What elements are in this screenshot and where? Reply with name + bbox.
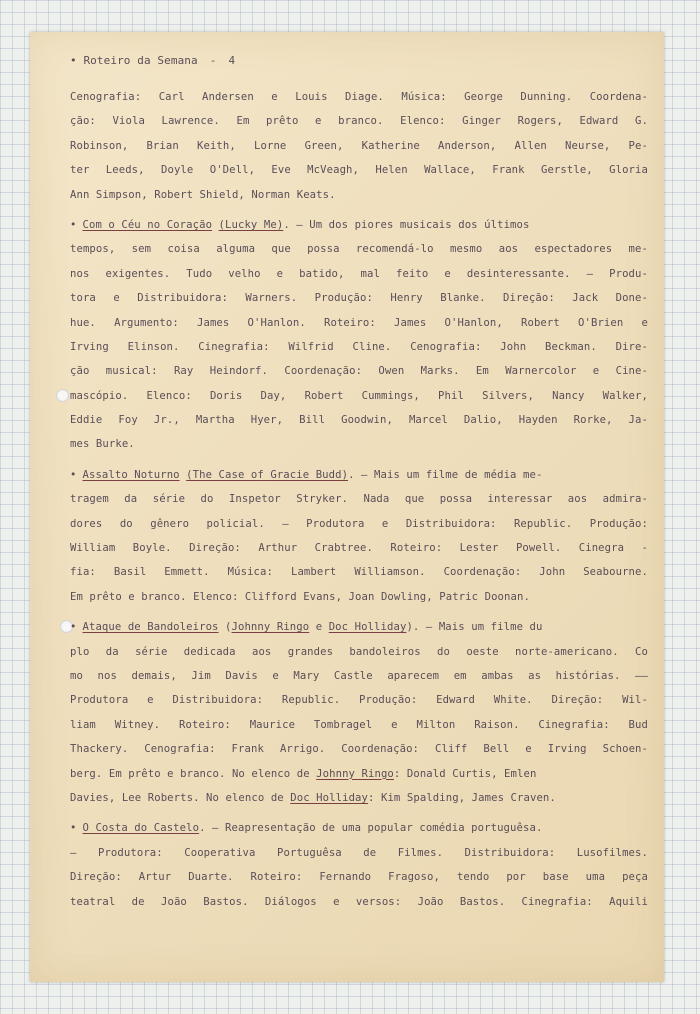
page-header xyxy=(70,50,648,72)
paren-close: ) xyxy=(406,621,413,634)
text-line: Irving Elinson. Cinegrafia: Wilfrid Cline. Cenografia: John Beckman. Dire- xyxy=(70,340,648,353)
film-reference: Doc Holliday xyxy=(290,791,369,804)
text-line: Cenografia: Carl Andersen e Louis Diage. Música: George Dunning. Coordena- xyxy=(70,91,648,103)
text-line: Em prêto e branco. Elenco: Clifford Evans, Joan Dowling, Patric Doonan. xyxy=(70,590,530,603)
text-line xyxy=(70,762,648,786)
film-title: Com o Céu no Coração xyxy=(82,218,213,231)
text-segment: Davies, Lee Roberts. No elenco de xyxy=(70,791,284,804)
bullet: • xyxy=(70,621,77,634)
text-line: Thackery. Cenografia: Frank Arrigo. Coordenação: Cliff Bell e Irving Schoen- xyxy=(70,743,648,756)
text-line: liam Witney. Roteiro: Maurice Tombragel e Milton Raison. Cinegrafia: Bud xyxy=(70,718,648,731)
typed-text xyxy=(70,50,648,920)
document-page xyxy=(30,32,664,982)
film-title: O Costa do Castelo xyxy=(82,822,200,835)
text-line: — Produtora: Cooperativa Portuguêsa de Filmes. Distribuidora: Lusofilmes. xyxy=(70,846,648,859)
text-line: ter Leeds, Doyle O'Dell, Eve McVeagh, Helen Wallace, Frank Gerstle, Gloria xyxy=(70,164,648,177)
film-original-title: (Lucky Me) xyxy=(218,218,284,231)
header-separator: - xyxy=(209,54,217,67)
film-original-title: Johnny Ringo xyxy=(231,621,310,634)
text-line: mes Burke. xyxy=(70,438,135,451)
text-line: nos exigentes. Tudo velho e batido, mal feito e desinteressante. — Produ- xyxy=(70,267,648,280)
text-line: Eddie Foy Jr., Martha Hyer, Bill Goodwin, Marcel Dalio, Hayden Rorke, Ja- xyxy=(70,414,648,427)
bullet: • xyxy=(70,218,77,231)
punch-hole xyxy=(56,389,69,402)
text-line: tempos, sem coisa alguma que possa recomendá-lo mesmo aos espectadores me- xyxy=(70,243,648,256)
text-line-rest: . — Mais um filme de média me- xyxy=(348,468,543,481)
film-title: Ataque de Bandoleiros xyxy=(82,621,219,634)
text-line: Direção: Artur Duarte. Roteiro: Fernando Fragoso, tendo por base uma peça xyxy=(70,871,648,884)
text-line: ção musical: Ray Heindorf. Coordenação: Owen Marks. Em Warnercolor e Cine- xyxy=(70,365,648,378)
text-line-rest: . — Um dos piores musicais dos últimos xyxy=(283,218,530,231)
text-line: mo nos demais, Jim Davis e Mary Castle aparecem em ambas as histórias. —— xyxy=(70,669,648,682)
text-line: ção: Viola Lawrence. Em prêto e branco. Elenco: Ginger Rogers, Edward G. xyxy=(70,115,648,128)
text-line: teatral de João Bastos. Diálogos e versos: João Bastos. Cinegrafia: Aquili xyxy=(70,895,648,908)
text-line xyxy=(70,615,648,639)
text-line: Ann Simpson, Robert Shield, Norman Keats. xyxy=(70,188,336,201)
text-segment: berg. Em prêto e branco. No elenco de xyxy=(70,767,310,780)
film-review-lucky-me xyxy=(70,213,648,457)
text-line: Robinson, Brian Keith, Lorne Green, Katherine Anderson, Allen Neurse, Pe- xyxy=(70,139,648,152)
text-line: hue. Argumento: James O'Hanlon. Roteiro: James O'Hanlon, Robert O'Brien e xyxy=(70,316,648,329)
text-line: fia: Basil Emmett. Música: Lambert Williamson. Coordenação: John Seabourne. xyxy=(70,566,648,579)
conjunction: e xyxy=(309,621,329,634)
text-line xyxy=(70,463,648,487)
film-review-ataque-de-bandoleiros xyxy=(70,615,648,810)
credits-paragraph xyxy=(70,85,648,207)
text-line xyxy=(70,816,648,840)
film-review-case-of-gracie-budd xyxy=(70,463,648,609)
film-reference: Johnny Ringo xyxy=(316,767,394,780)
text-line xyxy=(70,213,648,237)
text-segment: : Kim Spalding, James Craven. xyxy=(368,791,556,804)
text-line: William Boyle. Direção: Arthur Crabtree. Roteiro: Lester Powell. Cinegra - xyxy=(70,542,648,555)
header-title: Roteiro da Semana xyxy=(83,54,198,67)
bullet: • xyxy=(70,468,77,481)
text-line: mascópio. Elenco: Doris Day, Robert Cummings, Phil Silvers, Nancy Walker, xyxy=(70,389,648,402)
film-original-title: (The Case of Gracie Budd) xyxy=(186,468,349,481)
text-line: tragem da série do Inspetor Stryker. Nada que possa interessar aos admira- xyxy=(70,493,648,506)
text-line: dores do gênero policial. — Produtora e Distribuidora: Republic. Produção: xyxy=(70,517,648,530)
film-title: Assalto Noturno xyxy=(82,468,180,481)
text-line: tora e Distribuidora: Warners. Produção: Henry Blanke. Direção: Jack Done- xyxy=(70,292,648,305)
bullet: • xyxy=(70,54,84,67)
film-review-o-costa-do-castelo xyxy=(70,816,648,914)
bullet: • xyxy=(70,822,77,835)
text-line-rest: . — Mais um filme du xyxy=(412,621,543,634)
text-segment: : Donald Curtis, Emlen xyxy=(393,767,537,780)
text-line: plo da série dedicada aos grandes bandoleiros do oeste norte-americano. Co xyxy=(70,645,648,658)
text-line: Produtora e Distribuidora: Republic. Produção: Edward White. Direção: Wil- xyxy=(70,694,648,707)
paren-open: ( xyxy=(225,621,232,634)
text-line-rest: . — Reapresentação de uma popular comédia portuguêsa. xyxy=(199,822,543,835)
text-line xyxy=(70,786,648,810)
page-number: 4 xyxy=(228,54,236,67)
film-original-title: Doc Holliday xyxy=(328,621,407,634)
